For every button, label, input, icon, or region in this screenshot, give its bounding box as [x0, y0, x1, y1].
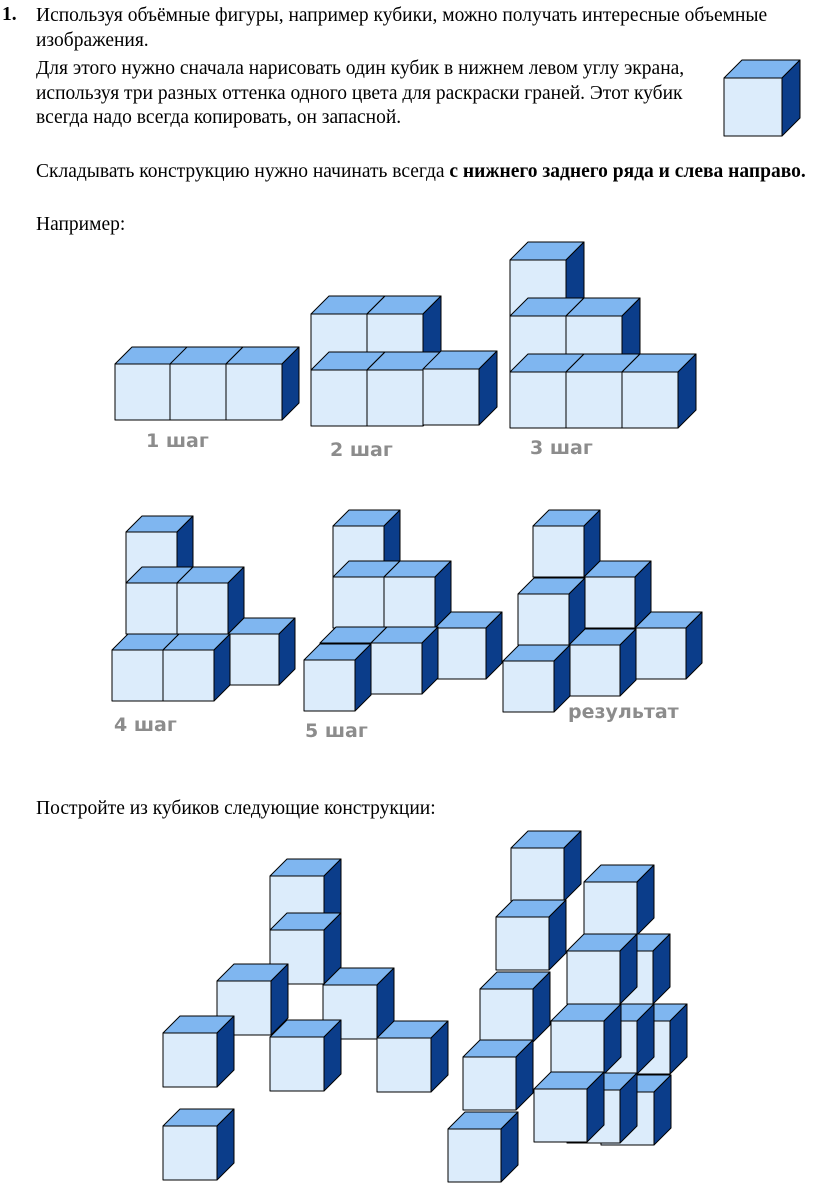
- step5-figure: [304, 510, 502, 711]
- step4-figure: [112, 516, 295, 701]
- cube: [503, 645, 570, 712]
- cube: [377, 1021, 448, 1092]
- task-number: 1.: [2, 4, 17, 25]
- cube: [584, 865, 654, 935]
- example-label: Например:: [36, 214, 126, 235]
- cube: [177, 567, 244, 634]
- step3-label: 3 шаг: [530, 437, 593, 459]
- cube: [533, 510, 600, 577]
- step1-figure: [115, 347, 299, 420]
- step1-label: 1 шаг: [146, 430, 209, 452]
- cube: [567, 934, 637, 1004]
- result-figure: [503, 510, 702, 712]
- cube: [518, 578, 585, 645]
- cube: [163, 1109, 234, 1180]
- cube: [569, 629, 636, 696]
- cube: [163, 1016, 234, 1087]
- cube: [371, 627, 438, 694]
- cube: [423, 351, 497, 425]
- cube: [435, 612, 502, 679]
- order-bold: с нижнего заднего ряда и слева направо.: [449, 161, 806, 182]
- cube: [448, 1112, 518, 1182]
- task-figure-left: [163, 859, 448, 1180]
- order-prefix: Складывать конструкцию нужно начинать всегда: [36, 161, 450, 182]
- step2-figure: [311, 296, 497, 426]
- cube: [511, 831, 581, 901]
- cube: [496, 900, 566, 970]
- cube: [534, 1072, 604, 1142]
- step2-label: 2 шаг: [330, 439, 393, 461]
- step3-figure: [510, 242, 696, 428]
- cube: [228, 618, 295, 685]
- instruction-paragraph: Для этого нужно сначала нарисовать один кубик в нижнем левом углу экрана, используя три разных оттенка одного цвета для раскраски граней. Этот кубик всегда надо всегда копировать, он запасной.: [36, 58, 685, 128]
- cube: [551, 1004, 621, 1074]
- cube: [270, 1020, 341, 1091]
- single-cube-figure: [724, 60, 800, 136]
- cube: [226, 347, 299, 420]
- cube: [724, 60, 800, 136]
- cube: [622, 354, 696, 428]
- cube: [584, 561, 651, 628]
- step5-label: 5 шаг: [305, 720, 368, 742]
- cube: [480, 972, 550, 1042]
- cube: [635, 612, 702, 679]
- build-prompt: Постройте из кубиков следующие конструкции:: [36, 798, 436, 819]
- cube: [463, 1040, 533, 1110]
- step4-label: 4 шаг: [114, 714, 177, 736]
- result-label: результат: [568, 701, 679, 723]
- cube: [163, 634, 230, 701]
- intro-paragraph: Используя объёмные фигуры, например кубики, можно получать интересные объемные изображения.: [36, 5, 768, 51]
- task-figure-right: [448, 831, 687, 1182]
- cube: [304, 644, 371, 711]
- cube: [384, 561, 451, 628]
